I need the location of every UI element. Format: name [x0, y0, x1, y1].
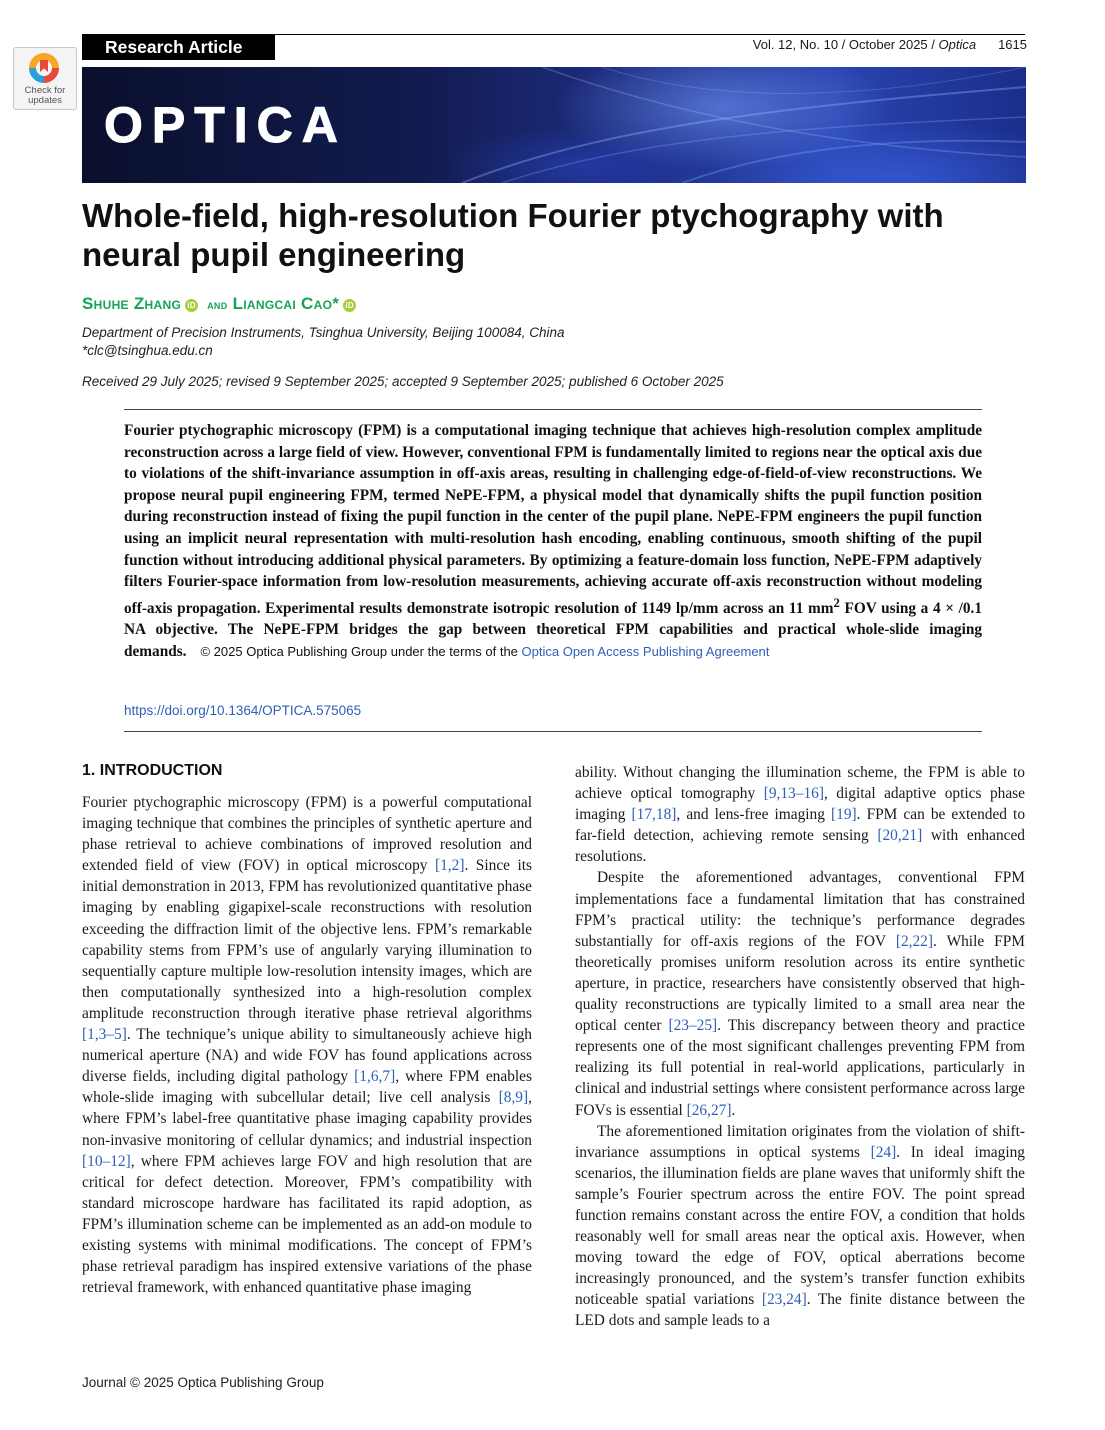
body-text: . In ideal imaging scenarios, the illumination fields are plane waves that uniformly shift the sample’s Fourier spectrum across the entire FOV. The point spread function remains constant across the entire FOV, a condition that holds reasonably well for small areas near the optical axis. However, when moving toward the edge of FOV, optical aberrations become increasingly pronounced, and the system’s transfer function exhibits noticeable spatial variations — [575, 1143, 1025, 1309]
journal-info — [753, 37, 1027, 52]
paragraph — [575, 762, 1025, 867]
body-text: ability. Without changing the illumination scheme, the FPM is able to achieve optical tomography — [575, 764, 1025, 803]
citation-link[interactable]: [19] — [831, 806, 857, 824]
citation-link[interactable]: [1,2] — [434, 857, 465, 875]
body-text: . The technique’s unique ability to simultaneously achieve high numerical aperture (NA) and wide FOV has found applications across diverse fields, including digital pathology — [82, 1026, 532, 1086]
author-name[interactable]: Liangcai Cao* — [232, 294, 340, 313]
citation-link[interactable]: [8,9] — [498, 1089, 529, 1107]
page-footer: Journal © 2025 Optica Publishing Group — [82, 1375, 324, 1390]
body-text: . This discrepancy between theory and practice represents one of the most significant challenges preventing FPM from realizing its full potential in real-world applications, particularly in clinical and industrial settings where consistent performance across large FOVs is essential — [575, 1017, 1025, 1119]
abstract-text-end: FOV using a 4 × /0.1 NA objective. The NePE-FPM bridges the gap between theoretical FPM capabilities and practical whole-slide imaging demands. — [124, 599, 982, 661]
abstract-text: Fourier ptychographic microscopy (FPM) is a computational imaging technique that achieves high-resolution complex amplitude reconstruction across a large field of view. However, conventional FPM is fundamentally limited to regions near the optical axis due to violations of the shift-invariance assumption in off-axis areas, resulting in challenging edge-of-field-of-view reconstructions. We propose neural pupil engineering FPM, termed NePE-FPM, a physical model that dynamically shifts the pupil function position during reconstruction instead of fixing the pupil function in the center of the pupil plane. NePE-FPM engineers the pupil function using an implicit neural representation with multi-resolution hash encoding, enabling continuous, smooth shifting of the pupil function without introducing additional physical parameters. By optimizing a feature-domain loss function, NePE-FPM adaptively filters Fourier-space information from low-resolution measurements, achieving accurate off-axis reconstruction without modeling off-axis propagation. Experimental results demonstrate isotropic resolution of 1149 lp/mm across an 11 mm — [124, 422, 982, 617]
citation-link[interactable]: [10–12] — [82, 1152, 131, 1170]
citation-link[interactable]: [23–25] — [668, 1017, 718, 1035]
body-text: Fourier ptychographic microscopy (FPM) is a powerful computational imaging technique that combines the principles of synthetic aperture and phase retrieval to achieve combinations of improved resolution and extended field of view (FOV) in optical microscopy — [82, 794, 532, 875]
publication-dates: Received 29 July 2025; revised 9 September 2025; accepted 9 September 2025; published 6 October 2025 — [82, 374, 724, 389]
author-conjunction: and — [207, 297, 228, 312]
citation-link[interactable]: [26,27] — [686, 1101, 732, 1119]
body-text: . — [731, 1101, 736, 1119]
citation-link[interactable]: [1,3–5] — [82, 1026, 127, 1044]
paragraph — [575, 1121, 1025, 1332]
body-text: The aforementioned limitation originates from the violation of shift-invariance assumptions in optical systems — [575, 1122, 1025, 1161]
right-column — [575, 762, 1025, 1332]
abstract-top-rule — [124, 409, 982, 410]
orcid-icon[interactable]: iD — [185, 299, 198, 312]
paragraph — [82, 792, 532, 1298]
check-for-updates-label — [14, 86, 76, 106]
abstract-superscript: 2 — [833, 595, 840, 610]
body-text: . FPM can be extended to far-field detection, achieving remote sensing — [575, 806, 1026, 845]
body-text: , and lens-free imaging — [676, 806, 831, 824]
badge-line-1: Check for — [24, 85, 66, 96]
license-prefix: © 2025 Optica Publishing Group under the terms of the — [200, 644, 522, 660]
body-text: , where FPM’s label-free quantitative phase imaging capability provides non-invasive monitoring of cellular dynamics; and industrial inspection — [82, 1089, 532, 1149]
check-for-updates-badge[interactable] — [13, 47, 77, 110]
citation-link[interactable]: [17,18] — [631, 806, 677, 824]
abstract-bottom-rule — [124, 731, 982, 732]
corresponding-email[interactable]: *clc@tsinghua.edu.cn — [82, 343, 213, 358]
doi-link[interactable]: https://doi.org/10.1364/OPTICA.575065 — [124, 703, 362, 718]
citation-link[interactable]: [1,6,7] — [354, 1068, 396, 1086]
badge-line-2: updates — [28, 95, 62, 106]
body-text: , where FPM enables whole-slide imaging with subcellular detail; live cell analysis — [82, 1068, 532, 1107]
body-text: . While FPM theoretically promises uniform resolution across its entire synthetic aperture, in practice, researchers have consistently observed that high-quality reconstructions are typically limited to a small area near the optical center — [575, 932, 1025, 1035]
journal-volume: Vol. 12, No. 10 / October 2025 / — [752, 37, 939, 52]
citation-link[interactable]: [24] — [870, 1143, 897, 1161]
body-text: . The finite distance between the LED dots and sample leads to a — [575, 1291, 1026, 1330]
body-text: . Since its initial demonstration in 2013, FPM has revolutionized quantitative phase imaging by enabling gigapixel-scale reconstructions with resolution exceeding the diffraction limit of the objective lens. FPM’s remarkable capability stems from FPM’s use of angularly varying illumination to sequentially capture multiple low-resolution intensity images, which are then computationally synthesized into a high-resolution complex amplitude reconstruction through iterative phase retrieval algorithms — [82, 857, 532, 1022]
author-name[interactable]: Shuhe Zhang — [82, 294, 182, 313]
author-list — [82, 294, 360, 314]
article-type-label: Research Article — [82, 34, 274, 60]
citation-link[interactable]: [9,13–16] — [763, 785, 824, 803]
body-text: with enhanced resolutions. — [575, 827, 1026, 866]
optica-logo: OPTICA — [104, 97, 347, 153]
body-text: , digital adaptive optics phase imaging — [575, 785, 1025, 824]
journal-banner — [82, 67, 1026, 183]
section-heading: 1. INTRODUCTION — [82, 762, 223, 779]
body-text: Despite the aforementioned advantages, conventional FPM implementations face a fundamental limitation that has constrained FPM’s practical utility: the technique’s performance degrades substantially for off-axis regions of the FOV — [575, 869, 1025, 950]
article-title: Whole-field, high-resolution Fourier ptychography with neural pupil engineering — [82, 197, 944, 273]
orcid-icon[interactable]: iD — [343, 299, 356, 312]
affiliation — [82, 324, 565, 360]
license-statement — [200, 644, 769, 659]
paragraph — [575, 867, 1025, 1120]
citation-link[interactable]: [2,22] — [895, 932, 933, 950]
journal-name: Optica — [938, 37, 977, 52]
citation-link[interactable]: [20,21] — [877, 827, 923, 845]
body-text: , where FPM achieves large FOV and high resolution that are critical for defect detection. Moreover, FPM’s compatibility with standard microscope hardware has facilitated its rapid adoption, as FPM’s illumination scheme can be implemented as an add-on module to existing systems with minimal modifications. The concept of FPM’s phase retrieval paradigm has inspired extensive variations of the phase retrieval framework, with enhanced quantitative phase imaging — [82, 1152, 532, 1297]
page-number: 1615 — [998, 37, 1027, 52]
abstract — [124, 420, 982, 663]
affiliation-line: Department of Precision Instruments, Tsinghua University, Beijing 100084, China — [82, 325, 565, 340]
license-link[interactable]: Optica Open Access Publishing Agreement — [521, 644, 770, 660]
citation-link[interactable]: [23,24] — [761, 1291, 807, 1309]
left-column — [82, 792, 532, 1298]
